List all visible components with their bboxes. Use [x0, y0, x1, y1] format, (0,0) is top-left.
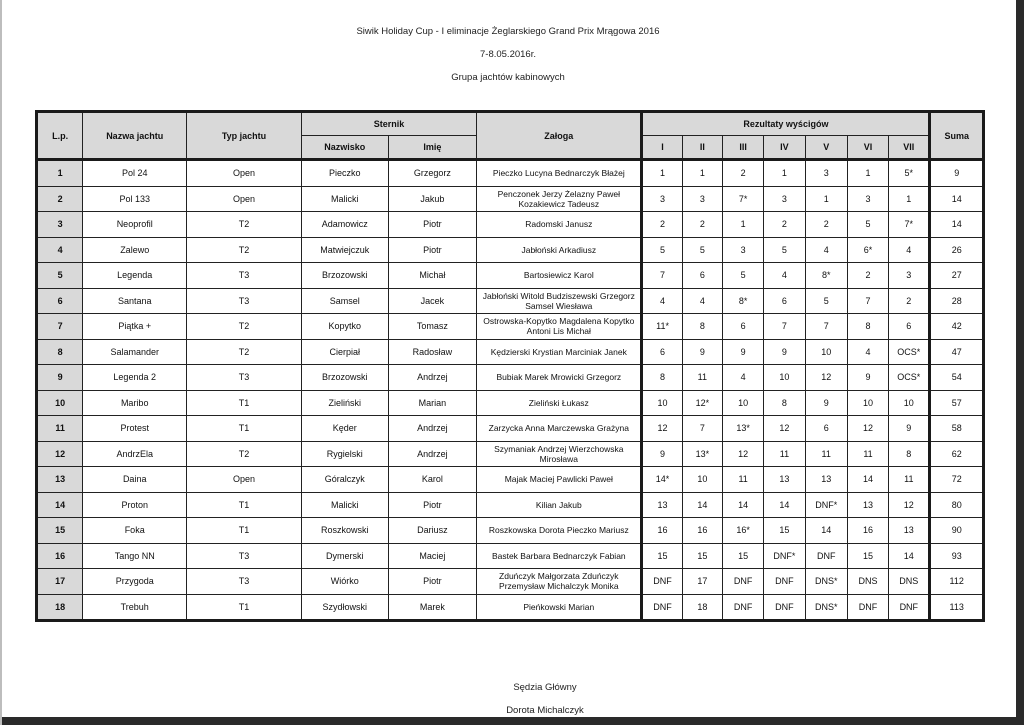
yacht-type-cell: T2 [187, 237, 302, 263]
race-result-cell: 5 [682, 237, 722, 263]
row-lp: 11 [37, 416, 83, 442]
row-lp: 1 [37, 160, 83, 187]
yacht-type-cell: Open [187, 467, 302, 493]
sum-cell: 93 [930, 543, 984, 569]
race-result-cell: OCS* [889, 365, 930, 391]
race-result-cell: OCS* [889, 339, 930, 365]
table-row [37, 160, 984, 187]
race-result-cell: 13 [805, 467, 847, 493]
crew-cell: Zduńczyk Małgorzata Zduńczyk Przemysław Michalczyk Monika [477, 569, 642, 595]
race-result-cell: 15 [642, 543, 682, 569]
helmsman-first-name-cell: Karol [388, 467, 477, 493]
group-name: Grupa jachtów kabinowych [451, 72, 565, 83]
results-table [35, 110, 985, 622]
document-title: Siwik Holiday Cup - I eliminacje Żeglarskiego Grand Prix Mrągowa 2016 [356, 26, 660, 37]
race-result-cell: 16* [722, 518, 763, 544]
race-result-cell: 13 [642, 492, 682, 518]
row-lp: 7 [37, 314, 83, 340]
yacht-type-cell: T2 [187, 212, 302, 238]
race-result-cell: 6 [889, 314, 930, 340]
table-row [37, 594, 984, 621]
header-race-1: I [642, 136, 682, 160]
race-result-cell: 14 [889, 543, 930, 569]
race-result-cell: 3 [642, 186, 682, 212]
race-result-cell: DNF [805, 543, 847, 569]
sum-cell: 57 [930, 390, 984, 416]
helmsman-surname-cell: Malicki [301, 492, 388, 518]
helmsman-surname-cell: Góralczyk [301, 467, 388, 493]
race-result-cell: 4 [805, 237, 847, 263]
yacht-name-cell: Foka [83, 518, 187, 544]
crew-cell: Zarzycka Anna Marczewska Grażyna [477, 416, 642, 442]
yacht-name-cell: Tango NN [83, 543, 187, 569]
race-result-cell: 5 [847, 212, 888, 238]
race-result-cell: 2 [642, 212, 682, 238]
table-row [37, 467, 984, 493]
table-row [37, 237, 984, 263]
helmsman-first-name-cell: Grzegorz [388, 160, 477, 187]
race-result-cell: 1 [889, 186, 930, 212]
yacht-name-cell: Maribo [83, 390, 187, 416]
race-result-cell: 7 [847, 288, 888, 314]
table-row [37, 492, 984, 518]
crew-cell: Zieliński Łukasz [477, 390, 642, 416]
helmsman-surname-cell: Roszkowski [301, 518, 388, 544]
event-dates: 7-8.05.2016r. [480, 49, 536, 60]
race-result-cell: DNS [847, 569, 888, 595]
race-result-cell: 3 [889, 263, 930, 289]
row-lp: 3 [37, 212, 83, 238]
row-lp: 14 [37, 492, 83, 518]
race-result-cell: 2 [764, 212, 805, 238]
helmsman-first-name-cell: Piotr [388, 237, 477, 263]
crew-cell: Szymaniak Andrzej Wierzchowska Mirosława [477, 441, 642, 467]
helmsman-surname-cell: Wiórko [301, 569, 388, 595]
crew-cell: Kędzierski Krystian Marciniak Janek [477, 339, 642, 365]
race-result-cell: 13 [764, 467, 805, 493]
race-result-cell: DNS* [805, 594, 847, 621]
table-row [37, 288, 984, 314]
sum-cell: 58 [930, 416, 984, 442]
race-result-cell: 6 [805, 416, 847, 442]
helmsman-surname-cell: Kopytko [301, 314, 388, 340]
race-result-cell: 6 [764, 288, 805, 314]
crew-cell: Majak Maciej Pawlicki Paweł [477, 467, 642, 493]
race-result-cell: 4 [889, 237, 930, 263]
header-lp: L.p. [37, 112, 83, 160]
race-result-cell: 15 [847, 543, 888, 569]
helmsman-first-name-cell: Tomasz [388, 314, 477, 340]
race-result-cell: 10 [847, 390, 888, 416]
sum-cell: 47 [930, 339, 984, 365]
race-result-cell: 4 [764, 263, 805, 289]
sum-cell: 112 [930, 569, 984, 595]
yacht-name-cell: Zalewo [83, 237, 187, 263]
table-row [37, 212, 984, 238]
race-result-cell: 6* [847, 237, 888, 263]
header-yacht-type: Typ jachtu [187, 112, 302, 160]
race-result-cell: 7* [722, 186, 763, 212]
race-result-cell: 1 [805, 186, 847, 212]
helmsman-surname-cell: Cierpiał [301, 339, 388, 365]
yacht-type-cell: T2 [187, 339, 302, 365]
race-result-cell: 8 [682, 314, 722, 340]
row-lp: 18 [37, 594, 83, 621]
race-result-cell: 12 [642, 416, 682, 442]
row-lp: 12 [37, 441, 83, 467]
yacht-type-cell: T3 [187, 288, 302, 314]
race-result-cell: 11 [847, 441, 888, 467]
race-result-cell: 11 [682, 365, 722, 391]
race-result-cell: 10 [642, 390, 682, 416]
yacht-name-cell: Proton [83, 492, 187, 518]
sum-cell: 62 [930, 441, 984, 467]
yacht-name-cell: Protest [83, 416, 187, 442]
sum-cell: 14 [930, 186, 984, 212]
race-result-cell: 13* [682, 441, 722, 467]
row-lp: 9 [37, 365, 83, 391]
race-result-cell: 10 [722, 390, 763, 416]
yacht-name-cell: Piątka + [83, 314, 187, 340]
crew-cell: Radomski Janusz [477, 212, 642, 238]
race-result-cell: DNF* [805, 492, 847, 518]
race-result-cell: 4 [682, 288, 722, 314]
yacht-type-cell: T3 [187, 365, 302, 391]
race-result-cell: 9 [764, 339, 805, 365]
yacht-type-cell: T3 [187, 263, 302, 289]
crew-cell: Jabłoński Witold Budziszewski Grzegorz Samsel Wiesława [477, 288, 642, 314]
race-result-cell: DNS* [805, 569, 847, 595]
helmsman-first-name-cell: Dariusz [388, 518, 477, 544]
race-result-cell: 4 [642, 288, 682, 314]
row-lp: 15 [37, 518, 83, 544]
race-result-cell: 7 [682, 416, 722, 442]
helmsman-surname-cell: Pieczko [301, 160, 388, 187]
race-result-cell: 11 [722, 467, 763, 493]
race-result-cell: 6 [682, 263, 722, 289]
race-result-cell: 8* [805, 263, 847, 289]
race-result-cell: 7 [642, 263, 682, 289]
race-result-cell: 2 [847, 263, 888, 289]
race-result-cell: DNF [847, 594, 888, 621]
race-result-cell: 12 [764, 416, 805, 442]
race-result-cell: 2 [805, 212, 847, 238]
table-row [37, 569, 984, 595]
race-result-cell: 12 [847, 416, 888, 442]
table-row [37, 365, 984, 391]
race-result-cell: 7 [764, 314, 805, 340]
helmsman-first-name-cell: Marian [388, 390, 477, 416]
helmsman-first-name-cell: Maciej [388, 543, 477, 569]
race-result-cell: 13 [847, 492, 888, 518]
yacht-name-cell: Legenda 2 [83, 365, 187, 391]
helmsman-first-name-cell: Jacek [388, 288, 477, 314]
race-result-cell: 9 [847, 365, 888, 391]
yacht-type-cell: T1 [187, 390, 302, 416]
row-lp: 5 [37, 263, 83, 289]
header-surname: Nazwisko [301, 136, 388, 160]
sum-cell: 26 [930, 237, 984, 263]
race-result-cell: 8 [764, 390, 805, 416]
yacht-name-cell: AndrzEla [83, 441, 187, 467]
helmsman-surname-cell: Brzozowski [301, 365, 388, 391]
helmsman-first-name-cell: Marek [388, 594, 477, 621]
race-result-cell: 8 [889, 441, 930, 467]
header-race-4: IV [764, 136, 805, 160]
race-result-cell: 12 [805, 365, 847, 391]
race-result-cell: 16 [682, 518, 722, 544]
yacht-type-cell: T2 [187, 441, 302, 467]
race-result-cell: 18 [682, 594, 722, 621]
crew-cell: Roszkowska Dorota Pieczko Mariusz [477, 518, 642, 544]
race-result-cell: 4 [847, 339, 888, 365]
race-result-cell: 1 [642, 160, 682, 187]
sum-cell: 27 [930, 263, 984, 289]
crew-cell: Bartosiewicz Karol [477, 263, 642, 289]
race-result-cell: 7 [805, 314, 847, 340]
table-row [37, 186, 984, 212]
yacht-type-cell: Open [187, 186, 302, 212]
race-result-cell: 15 [722, 543, 763, 569]
table-row [37, 543, 984, 569]
yacht-name-cell: Legenda [83, 263, 187, 289]
race-result-cell: 14 [805, 518, 847, 544]
sum-cell: 72 [930, 467, 984, 493]
race-result-cell: 4 [722, 365, 763, 391]
race-result-cell: 1 [764, 160, 805, 187]
table-row [37, 416, 984, 442]
judge-name: Dorota Michalczyk [506, 705, 584, 716]
race-result-cell: 12 [889, 492, 930, 518]
crew-cell: Bastek Barbara Bednarczyk Fabian [477, 543, 642, 569]
helmsman-surname-cell: Samsel [301, 288, 388, 314]
header-race-5: V [805, 136, 847, 160]
yacht-name-cell: Neoprofil [83, 212, 187, 238]
yacht-type-cell: T1 [187, 594, 302, 621]
race-result-cell: 11 [889, 467, 930, 493]
race-result-cell: 10 [805, 339, 847, 365]
race-result-cell: 17 [682, 569, 722, 595]
header-first-name: Imię [388, 136, 477, 160]
row-lp: 16 [37, 543, 83, 569]
race-result-cell: 13* [722, 416, 763, 442]
race-result-cell: 10 [682, 467, 722, 493]
yacht-type-cell: T1 [187, 492, 302, 518]
row-lp: 8 [37, 339, 83, 365]
race-result-cell: 11 [764, 441, 805, 467]
race-result-cell: 9 [889, 416, 930, 442]
race-result-cell: 5 [722, 263, 763, 289]
race-result-cell: 1 [682, 160, 722, 187]
helmsman-surname-cell: Malicki [301, 186, 388, 212]
race-result-cell: 3 [805, 160, 847, 187]
race-result-cell: 13 [889, 518, 930, 544]
yacht-name-cell: Daina [83, 467, 187, 493]
crew-cell: Pieńkowski Marian [477, 594, 642, 621]
race-result-cell: 14* [642, 467, 682, 493]
race-result-cell: 11* [642, 314, 682, 340]
helmsman-first-name-cell: Jakub [388, 186, 477, 212]
race-result-cell: 15 [764, 518, 805, 544]
race-result-cell: 1 [722, 212, 763, 238]
race-result-cell: 3 [682, 186, 722, 212]
race-result-cell: 9 [722, 339, 763, 365]
race-result-cell: 6 [722, 314, 763, 340]
header-race-2: II [682, 136, 722, 160]
yacht-name-cell: Trebuh [83, 594, 187, 621]
header-race-7: VII [889, 136, 930, 160]
race-result-cell: DNS [889, 569, 930, 595]
race-result-cell: DNF [764, 594, 805, 621]
helmsman-first-name-cell: Michał [388, 263, 477, 289]
row-lp: 4 [37, 237, 83, 263]
race-result-cell: 5 [642, 237, 682, 263]
helmsman-first-name-cell: Piotr [388, 212, 477, 238]
header-sum: Suma [930, 112, 984, 160]
crew-cell: Jabłoński Arkadiusz [477, 237, 642, 263]
race-result-cell: 5* [889, 160, 930, 187]
helmsman-surname-cell: Adamowicz [301, 212, 388, 238]
race-result-cell: 3 [764, 186, 805, 212]
helmsman-first-name-cell: Piotr [388, 569, 477, 595]
race-result-cell: 1 [847, 160, 888, 187]
race-result-cell: 2 [889, 288, 930, 314]
race-result-cell: 2 [722, 160, 763, 187]
yacht-type-cell: T3 [187, 543, 302, 569]
table-row [37, 263, 984, 289]
crew-cell: Bubiak Marek Mrowicki Grzegorz [477, 365, 642, 391]
header-results: Rezultaty wyścigów [642, 112, 930, 136]
race-result-cell: 12 [722, 441, 763, 467]
race-result-cell: 5 [805, 288, 847, 314]
table-row [37, 518, 984, 544]
row-lp: 10 [37, 390, 83, 416]
row-lp: 17 [37, 569, 83, 595]
table-row [37, 339, 984, 365]
yacht-type-cell: T2 [187, 314, 302, 340]
race-result-cell: DNF [642, 569, 682, 595]
sum-cell: 28 [930, 288, 984, 314]
race-result-cell: 9 [805, 390, 847, 416]
helmsman-surname-cell: Zieliński [301, 390, 388, 416]
yacht-type-cell: T1 [187, 416, 302, 442]
race-result-cell: 9 [642, 441, 682, 467]
race-result-cell: 3 [722, 237, 763, 263]
sum-cell: 54 [930, 365, 984, 391]
yacht-name-cell: Santana [83, 288, 187, 314]
race-result-cell: 5 [764, 237, 805, 263]
helmsman-first-name-cell: Piotr [388, 492, 477, 518]
race-result-cell: 8 [642, 365, 682, 391]
helmsman-first-name-cell: Radosław [388, 339, 477, 365]
helmsman-first-name-cell: Andrzej [388, 441, 477, 467]
race-result-cell: 10 [764, 365, 805, 391]
race-result-cell: 14 [682, 492, 722, 518]
yacht-name-cell: Pol 24 [83, 160, 187, 187]
crew-cell: Ostrowska-Kopytko Magdalena Kopytko Antoni Lis Michał [477, 314, 642, 340]
helmsman-surname-cell: Matwiejczuk [301, 237, 388, 263]
helmsman-surname-cell: Brzozowski [301, 263, 388, 289]
helmsman-surname-cell: Dymerski [301, 543, 388, 569]
race-result-cell: 10 [889, 390, 930, 416]
yacht-name-cell: Salamander [83, 339, 187, 365]
row-lp: 13 [37, 467, 83, 493]
race-result-cell: DNF [764, 569, 805, 595]
helmsman-surname-cell: Rygielski [301, 441, 388, 467]
row-lp: 6 [37, 288, 83, 314]
race-result-cell: DNF [722, 569, 763, 595]
crew-cell: Pieczko Lucyna Bednarczyk Błażej [477, 160, 642, 187]
crew-cell: Kilian Jakub [477, 492, 642, 518]
race-result-cell: 3 [847, 186, 888, 212]
results-body [37, 160, 984, 621]
race-result-cell: 8* [722, 288, 763, 314]
race-result-cell: DNF [722, 594, 763, 621]
race-result-cell: 8 [847, 314, 888, 340]
race-result-cell: 14 [847, 467, 888, 493]
sum-cell: 42 [930, 314, 984, 340]
table-row [37, 441, 984, 467]
page-edge [0, 0, 2, 725]
race-result-cell: 9 [682, 339, 722, 365]
sum-cell: 14 [930, 212, 984, 238]
table-row [37, 314, 984, 340]
race-result-cell: 12* [682, 390, 722, 416]
race-result-cell: 6 [642, 339, 682, 365]
race-result-cell: 11 [805, 441, 847, 467]
race-result-cell: DNF [642, 594, 682, 621]
helmsman-first-name-cell: Andrzej [388, 365, 477, 391]
judge-title: Sędzia Główny [513, 682, 577, 693]
table-row [37, 390, 984, 416]
race-result-cell: 16 [847, 518, 888, 544]
sum-cell: 9 [930, 160, 984, 187]
yacht-type-cell: T1 [187, 518, 302, 544]
race-result-cell: 14 [764, 492, 805, 518]
race-result-cell: 15 [682, 543, 722, 569]
crew-cell: Penczonek Jerzy Żelazny Paweł Kozakiewicz Tadeusz [477, 186, 642, 212]
yacht-type-cell: T3 [187, 569, 302, 595]
race-result-cell: 7* [889, 212, 930, 238]
header-race-6: VI [847, 136, 888, 160]
yacht-name-cell: Przygoda [83, 569, 187, 595]
sum-cell: 113 [930, 594, 984, 621]
race-result-cell: DNF* [764, 543, 805, 569]
yacht-type-cell: Open [187, 160, 302, 187]
sum-cell: 90 [930, 518, 984, 544]
race-result-cell: 16 [642, 518, 682, 544]
header-yacht-name: Nazwa jachtu [83, 112, 187, 160]
helmsman-first-name-cell: Andrzej [388, 416, 477, 442]
race-result-cell: 14 [722, 492, 763, 518]
sum-cell: 80 [930, 492, 984, 518]
helmsman-surname-cell: Kęder [301, 416, 388, 442]
header-race-3: III [722, 136, 763, 160]
row-lp: 2 [37, 186, 83, 212]
race-result-cell: DNF [889, 594, 930, 621]
race-result-cell: 2 [682, 212, 722, 238]
header-crew: Załoga [477, 112, 642, 160]
yacht-name-cell: Pol 133 [83, 186, 187, 212]
helmsman-surname-cell: Szydłowski [301, 594, 388, 621]
header-helmsman: Sternik [301, 112, 476, 136]
